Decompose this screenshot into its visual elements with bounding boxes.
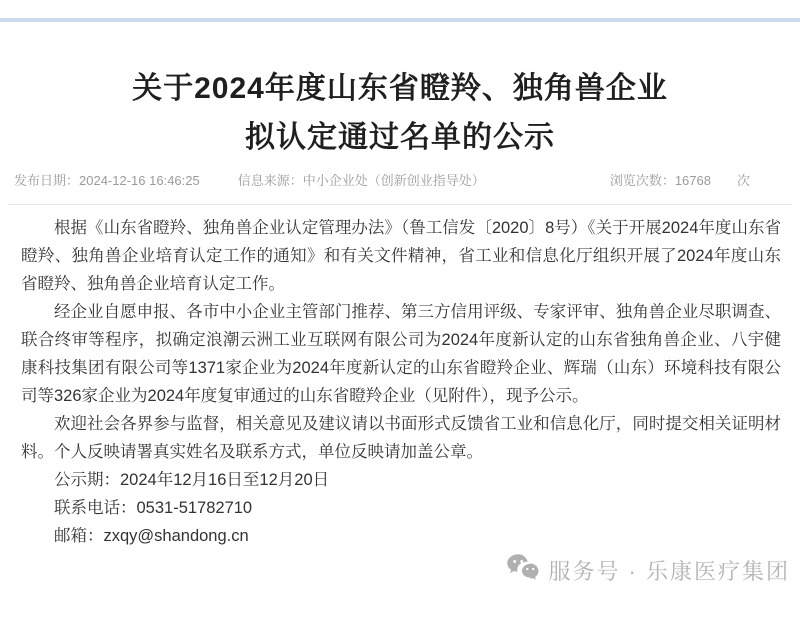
view-count <box>610 170 786 189</box>
announcement-page <box>0 18 800 618</box>
top-accent-bar <box>0 18 800 22</box>
paragraph-supervision: 欢迎社会各界参与监督，相关意见及建议请以书面形式反馈省工业和信息化厅，同时提交相关证明材料。个人反映请署真实姓名及联系方式，单位反映请加盖公章。 <box>21 415 781 461</box>
wechat-account-name: 服务号 · 乐康医疗集团 <box>548 559 790 584</box>
article-meta-bar <box>0 168 800 190</box>
contact-phone-line: 联系电话：0531-51782710 <box>54 499 253 517</box>
view-count-value: 16768 <box>674 172 711 188</box>
paragraph-result: 经企业自愿申报、各市中小企业主管部门推荐、第三方信用评级、专家评审、独角兽企业尽职调查、联合终审等程序，拟确定浪潮云洲工业互联网有限公司为2024年度新认定的山东省独角兽企业、八宇健康科技集团有限公司等1371家企业为2024年度新认定的山东省瞪羚企业、辉瑞（山东）环境科技有限公司等326家企业为2024年度复审通过的山东省瞪羚企业（见附件），现予公示。 <box>21 303 781 405</box>
announcement-body <box>0 205 800 550</box>
publish-date-value: 2024-12-16 16:46:25 <box>79 172 200 188</box>
page-title <box>0 64 800 162</box>
view-count-label: 浏览次数： <box>609 172 675 188</box>
view-count-unit: 次 <box>736 172 750 188</box>
page-title-line-1: 关于2024年度山东省瞪羚、独角兽企业 <box>132 72 668 105</box>
publish-date-label: 发布日期： <box>14 172 80 188</box>
wechat-icon <box>506 553 540 588</box>
wechat-account-watermark <box>506 553 790 588</box>
paragraph-basis: 根据《山东省瞪羚、独角兽企业认定管理办法》（鲁工信发〔2020〕8号）《关于开展2024年度山东省瞪羚、独角兽企业培育认定工作的通知》和有关文件精神，省工业和信息化厅组织开展了2024年度山东省瞪羚、独角兽企业培育认定工作。 <box>21 219 781 293</box>
contact-email-line: 邮箱：zxqy@shandong.cn <box>54 527 249 545</box>
info-source-label: 信息来源： <box>237 172 303 188</box>
info-source <box>238 170 485 189</box>
page-title-line-2: 拟认定通过名单的公示 <box>245 121 555 154</box>
publish-date <box>14 170 200 189</box>
notice-period-line: 公示期：2024年12月16日至12月20日 <box>54 471 330 489</box>
info-source-value: 中小企业处（创新创业指导处） <box>302 172 485 188</box>
